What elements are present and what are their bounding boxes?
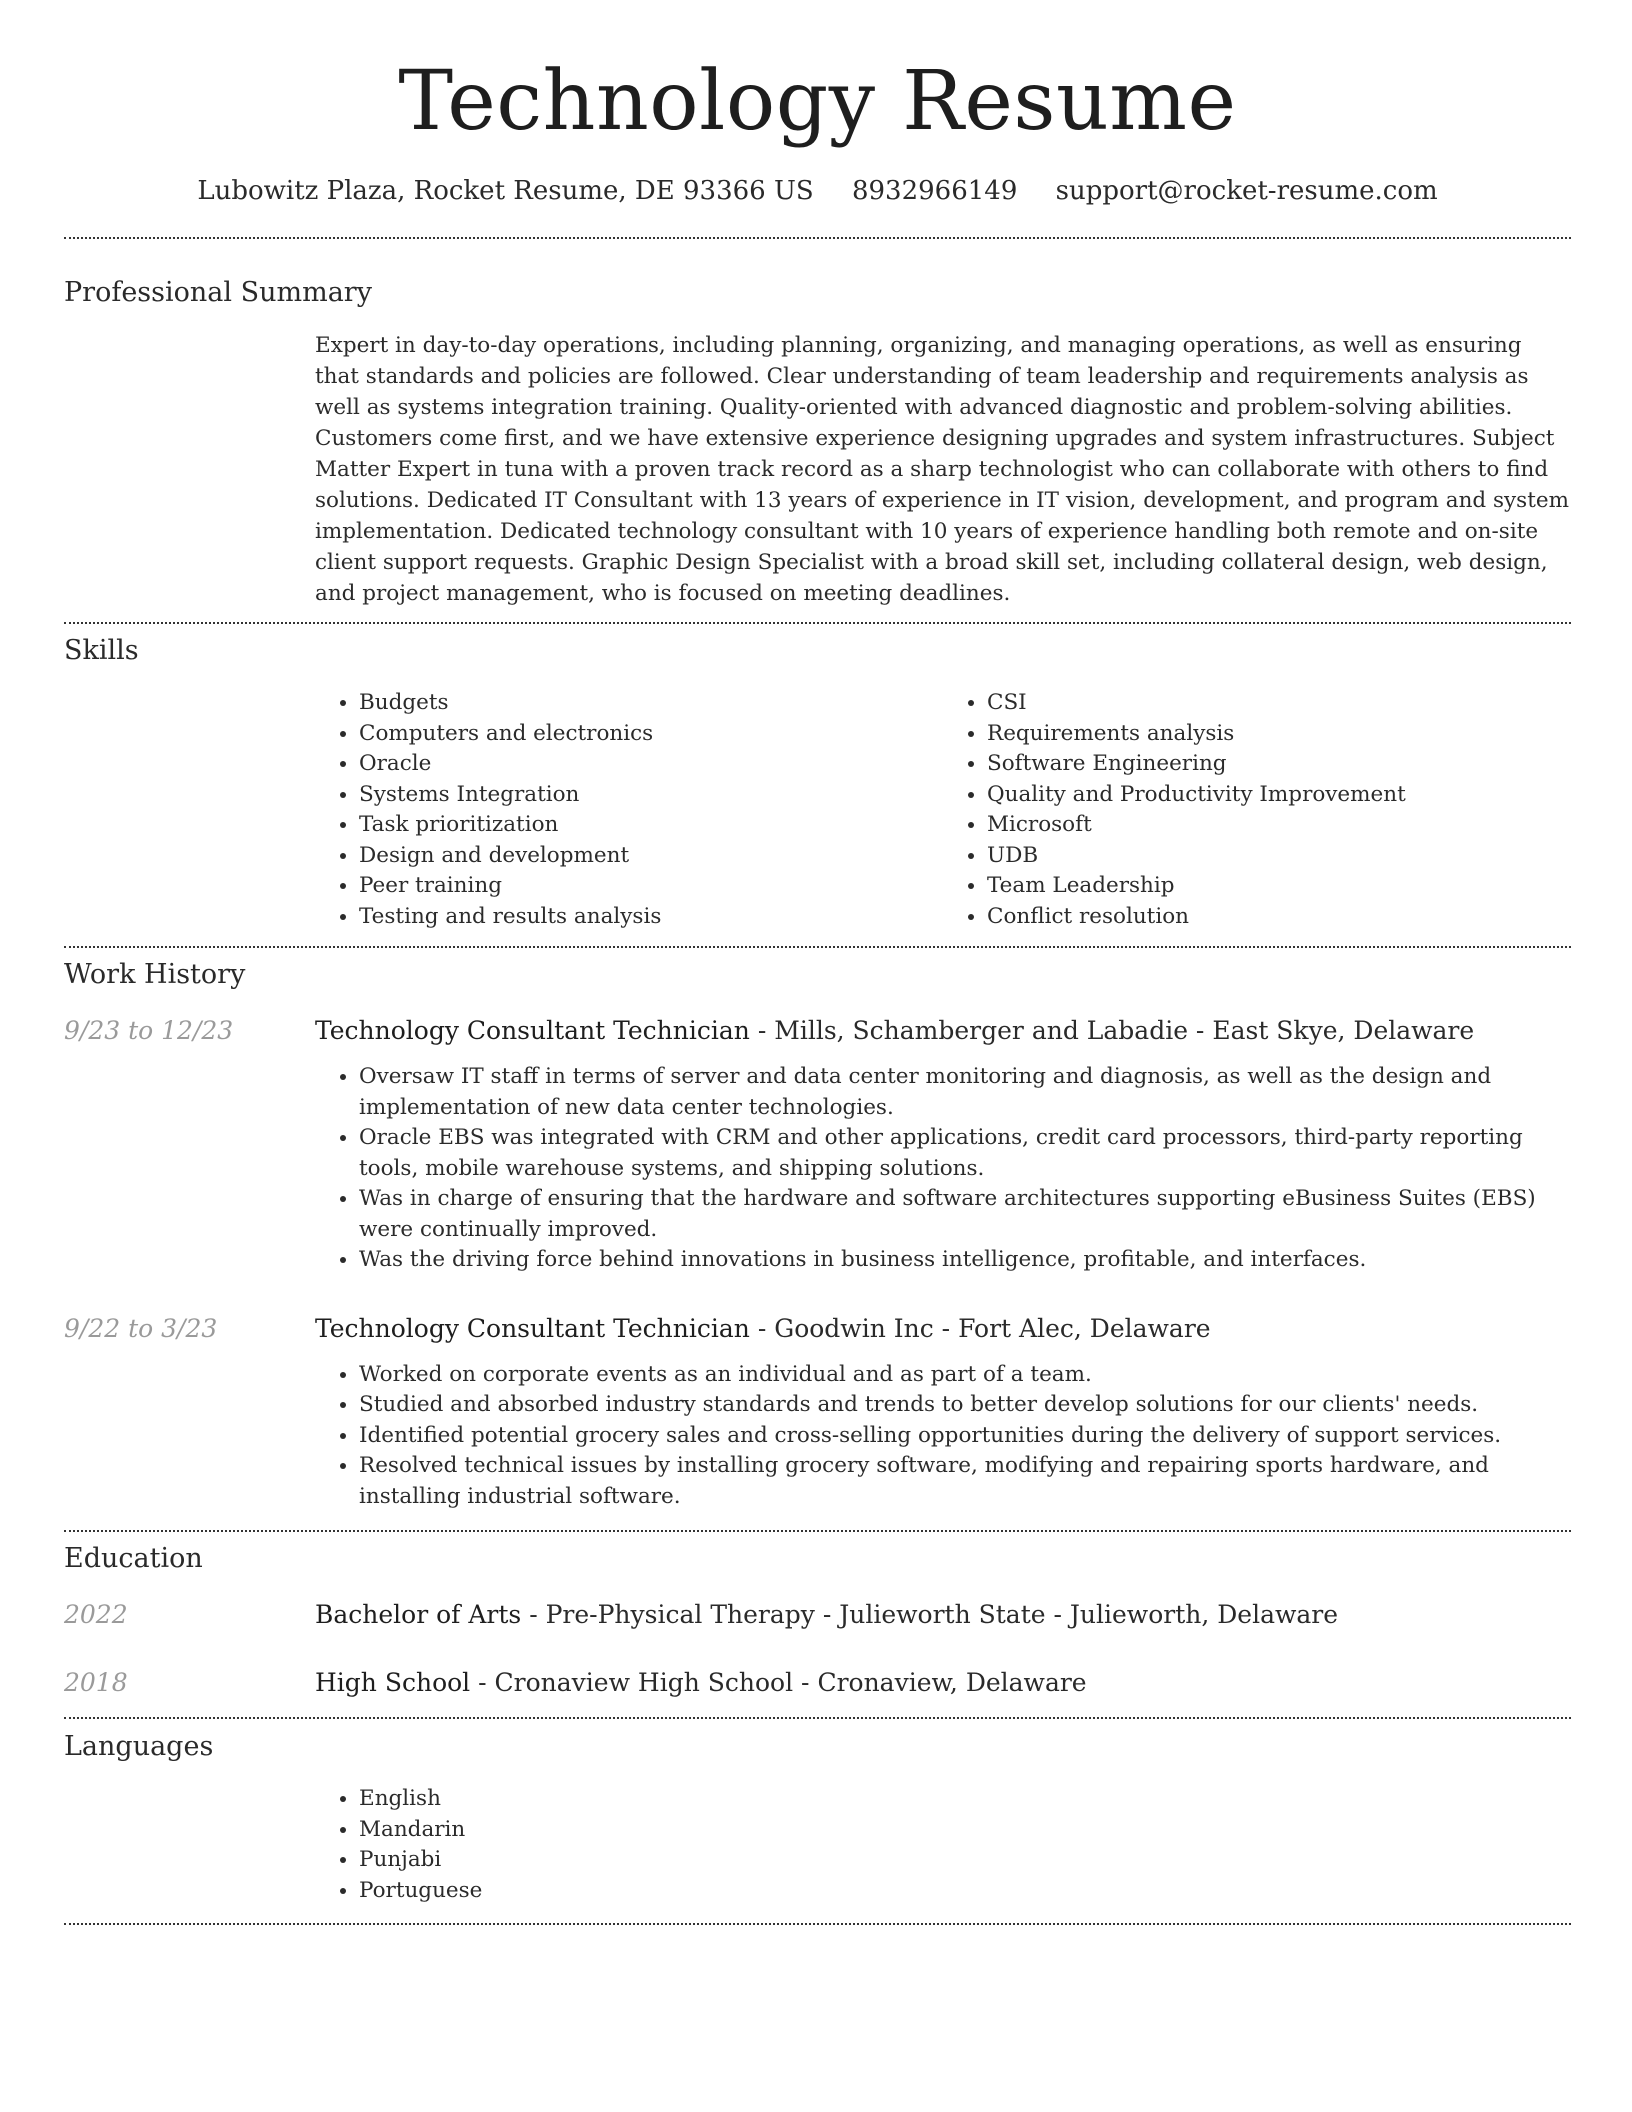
job-title-line	[315, 1312, 1211, 1346]
divider	[64, 622, 1571, 624]
skills-section	[315, 688, 1571, 932]
divider	[64, 946, 1571, 948]
job-bullet: • Resolved technical issues by installing grocery software, modifying and repairing sports hardware, and installing industrial software.	[359, 1451, 1571, 1512]
skill-item: • Systems Integration	[359, 780, 943, 811]
languages-list	[315, 1784, 1571, 1906]
section-title-education: Education	[64, 1543, 203, 1574]
education-degree: High School	[315, 1668, 471, 1697]
job-dates: 9/23 to 12/23	[64, 1016, 234, 1045]
languages-section	[315, 1784, 1571, 1906]
skills-list-left	[315, 688, 943, 932]
summary-section	[315, 330, 1571, 609]
divider	[64, 1717, 1571, 1719]
job-bullet: • Was in charge of ensuring that the hardware and software architectures supporting eBusiness Suites (EBS) were continually improved.	[359, 1184, 1571, 1245]
job-bullets	[315, 1062, 1571, 1276]
language-item: • English	[359, 1784, 1571, 1815]
education-line	[315, 1666, 1087, 1700]
job-dates: 9/22 to 3/23	[64, 1313, 218, 1343]
education-degree: Bachelor of Arts	[315, 1600, 522, 1629]
divider	[64, 1530, 1571, 1532]
job-employer-location: - Goodwin Inc - Fort Alec, Delaware	[749, 1313, 1211, 1343]
job-role: Technology Consultant Technician	[315, 1313, 750, 1343]
language-item: • Portuguese	[359, 1876, 1571, 1907]
education-entry	[64, 1598, 1571, 1632]
education-entry	[64, 1666, 1571, 1700]
contact-phone: 8932966149	[851, 176, 1018, 206]
skill-item: • Conflict resolution	[987, 902, 1571, 933]
skill-item: • Team Leadership	[987, 871, 1571, 902]
job-employer-location: - Mills, Schamberger and Labadie - East Skye, Delaware	[749, 1016, 1475, 1045]
language-item: • Punjabi	[359, 1845, 1571, 1876]
education-school: - Cronaview High School - Cronaview, Delaware	[470, 1668, 1087, 1697]
job-bullet: • Was the driving force behind innovations in business intelligence, profitable, and interfaces.	[359, 1245, 1571, 1276]
job-entry	[64, 1312, 1571, 1513]
skill-item: • UDB	[987, 841, 1571, 872]
job-entry	[64, 1014, 1571, 1276]
skill-item: • CSI	[987, 688, 1571, 719]
divider	[64, 237, 1571, 239]
divider	[64, 1923, 1571, 1925]
job-bullet: • Identified potential grocery sales and cross-selling opportunities during the delivery of support services.	[359, 1421, 1571, 1452]
section-title-languages: Languages	[64, 1731, 214, 1762]
skill-item: • Testing and results analysis	[359, 902, 943, 933]
education-year: 2022	[64, 1600, 128, 1629]
resume-title: Technology Resume	[398, 54, 1237, 149]
skill-item: • Software Engineering	[987, 749, 1571, 780]
contact-email: support@rocket-resume.com	[1055, 176, 1438, 206]
job-bullet: • Worked on corporate events as an individual and as part of a team.	[359, 1360, 1571, 1391]
skill-item: • Design and development	[359, 841, 943, 872]
job-bullets	[315, 1360, 1571, 1513]
contact-line	[64, 174, 1571, 208]
skill-item: • Requirements analysis	[987, 719, 1571, 750]
skill-item: • Oracle	[359, 749, 943, 780]
skill-item: • Computers and electronics	[359, 719, 943, 750]
job-role: Technology Consultant Technician	[315, 1016, 750, 1045]
section-title-work: Work History	[64, 959, 246, 990]
education-school: - Pre-Physical Therapy - Julieworth State - Julieworth, Delaware	[521, 1600, 1339, 1629]
summary-text: Expert in day-to-day operations, including planning, organizing, and managing operations, as well as ensuring that standards and policies are followed. Clear understanding of team leadership and requirements analysis as well as systems integration training. Quality-oriented with advanced diagnostic and problem-solving abilities. Customers come first, and we have extensive experience designing upgrades and system infrastructures. Subject Matter Expert in tuna with a proven track record as a sharp technologist who can collaborate with others to find solutions. Dedicated IT Consultant with 13 years of experience in IT vision, development, and program and system implementation. Dedicated technology consultant with 10 years of experience handling both remote and on-site client support requests. Graphic Design Specialist with a broad skill set, including collateral design, web design, and project management, who is focused on meeting deadlines.	[315, 333, 1569, 606]
job-bullet: • Oracle EBS was integrated with CRM and other applications, credit card processors, third-party reporting tools, mobile warehouse systems, and shipping solutions.	[359, 1123, 1571, 1184]
skills-list-right	[943, 688, 1571, 932]
job-title-line	[315, 1014, 1474, 1048]
job-header	[64, 1312, 1571, 1346]
skill-item: • Task prioritization	[359, 810, 943, 841]
section-title-skills: Skills	[64, 635, 139, 666]
job-bullet: • Studied and absorbed industry standards and trends to better develop solutions for our clients' needs.	[359, 1390, 1571, 1421]
education-line	[315, 1598, 1338, 1632]
skill-item: • Quality and Productivity Improvement	[987, 780, 1571, 811]
skill-item: • Microsoft	[987, 810, 1571, 841]
job-header	[64, 1014, 1571, 1048]
contact-address: Lubowitz Plaza, Rocket Resume, DE 93366 US	[197, 176, 814, 206]
section-title-summary: Professional Summary	[64, 277, 372, 308]
skill-item: • Budgets	[359, 688, 943, 719]
job-bullet: • Oversaw IT staff in terms of server and data center monitoring and diagnosis, as well as the design and implementation of new data center technologies.	[359, 1062, 1571, 1123]
resume-page	[64, 0, 1571, 1925]
language-item: • Mandarin	[359, 1815, 1571, 1846]
skill-item: • Peer training	[359, 871, 943, 902]
education-year: 2018	[64, 1668, 128, 1697]
